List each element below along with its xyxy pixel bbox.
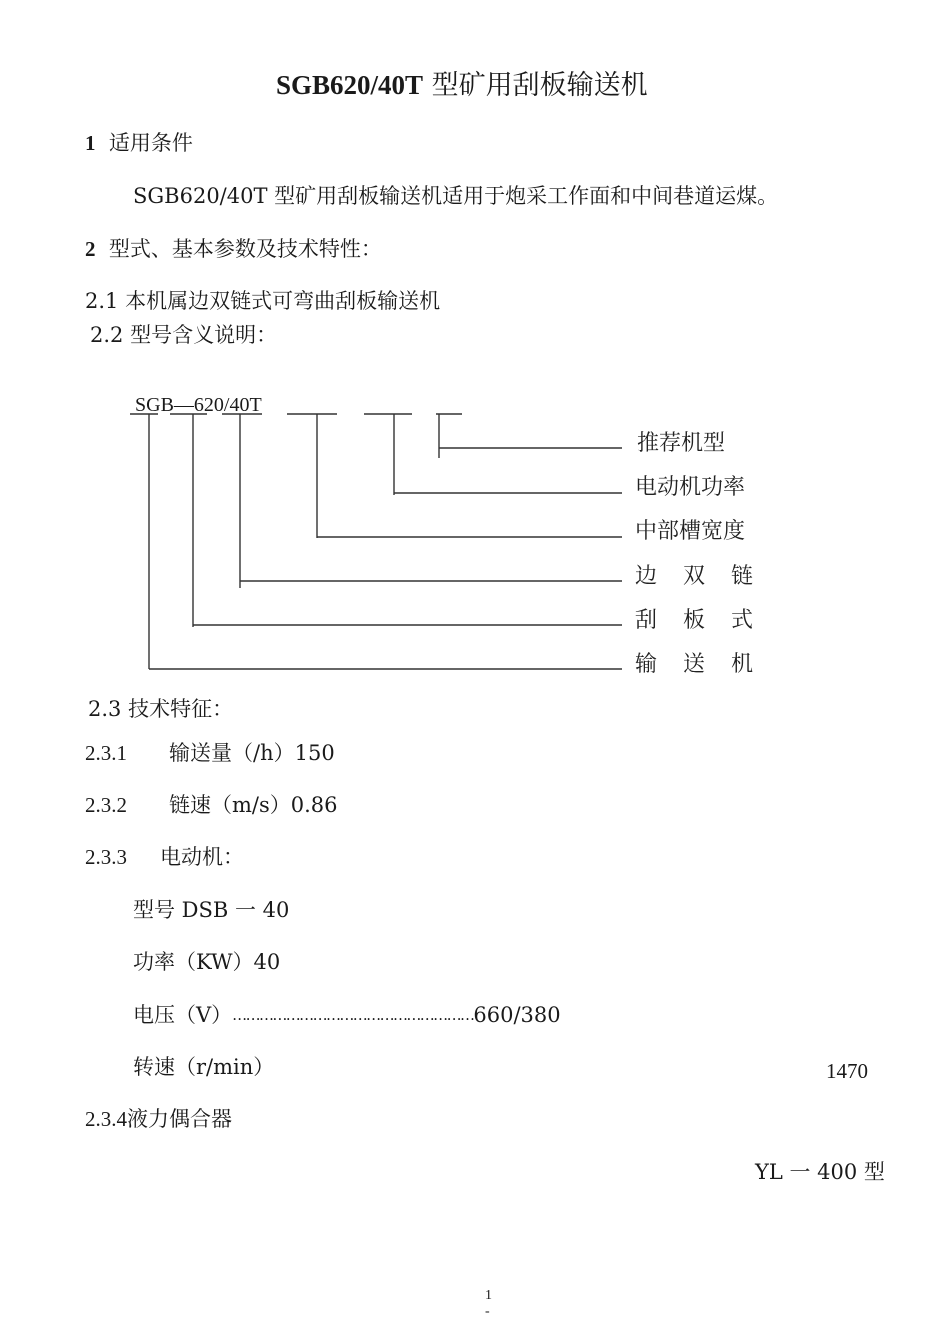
spec-2-3-4-text: 液力偶合器 (127, 1107, 232, 1131)
spec-2-3-1-number: 2.3.1 (85, 741, 127, 765)
spec-2-3-3-number: 2.3.3 (85, 845, 127, 869)
legend-conveyor: 输送机 (635, 652, 780, 677)
section-heading-text: 适用条件 (108, 131, 193, 155)
motor-speed-label: 转速（r/min） (133, 1055, 275, 1079)
legend-edge-double-chain: 边双链 (635, 564, 780, 589)
spec-2-3-3-text: 电动机： (160, 845, 244, 869)
motor-speed-value: 1470 (826, 1061, 868, 1079)
spec-2-3-4 (85, 1109, 232, 1130)
page-number: 1 (485, 1288, 492, 1303)
legend-trough-width: 中部槽宽度 (635, 519, 746, 544)
dot-leader: ……………………………………………… (232, 1006, 474, 1024)
spec-2-3-4-number: 2.3.4 (85, 1107, 127, 1131)
model-designation: SGB—620/40T (135, 395, 262, 411)
motor-voltage (133, 1005, 561, 1026)
spec-2-3-1-text: 输送量（/h）150 (169, 741, 335, 765)
section-1-body: SGB620/40T 型矿用刮板输送机适用于炮采工作面和中间巷道运煤。 (133, 184, 779, 208)
section-heading-text: 型式、基本参数及技术特性： (108, 237, 382, 261)
page-number-dash: - (485, 1304, 490, 1319)
coupler-model: YL 一 400 型 (755, 1160, 885, 1184)
legend-scraper-type: 刮板式 (635, 608, 780, 633)
spec-2-3-2-number: 2.3.2 (85, 793, 127, 817)
section-number: 1 (85, 131, 96, 155)
voltage-label: 电压（V） (133, 1003, 233, 1027)
voltage-value: 660/380 (473, 1003, 561, 1027)
title-name: 型矿用刮板输送机 (423, 70, 648, 101)
section-number: 2 (85, 237, 96, 261)
motor-power: 功率（KW）40 (133, 950, 281, 974)
section-2-1: 2.1 本机属边双链式可弯曲刮板输送机 (85, 289, 441, 313)
section-2-2: 2.2 型号含义说明： (90, 323, 278, 347)
motor-model: 型号 DSB 一 40 (133, 898, 290, 922)
section-2-3: 2.3 技术特征： (88, 697, 234, 721)
legend-recommended-type: 推荐机型 (637, 431, 726, 456)
spec-2-3-2-text: 链速（m/s）0.86 (169, 793, 338, 817)
legend-motor-power: 电动机功率 (635, 475, 746, 500)
title-code: SGB620/40T (276, 70, 424, 100)
